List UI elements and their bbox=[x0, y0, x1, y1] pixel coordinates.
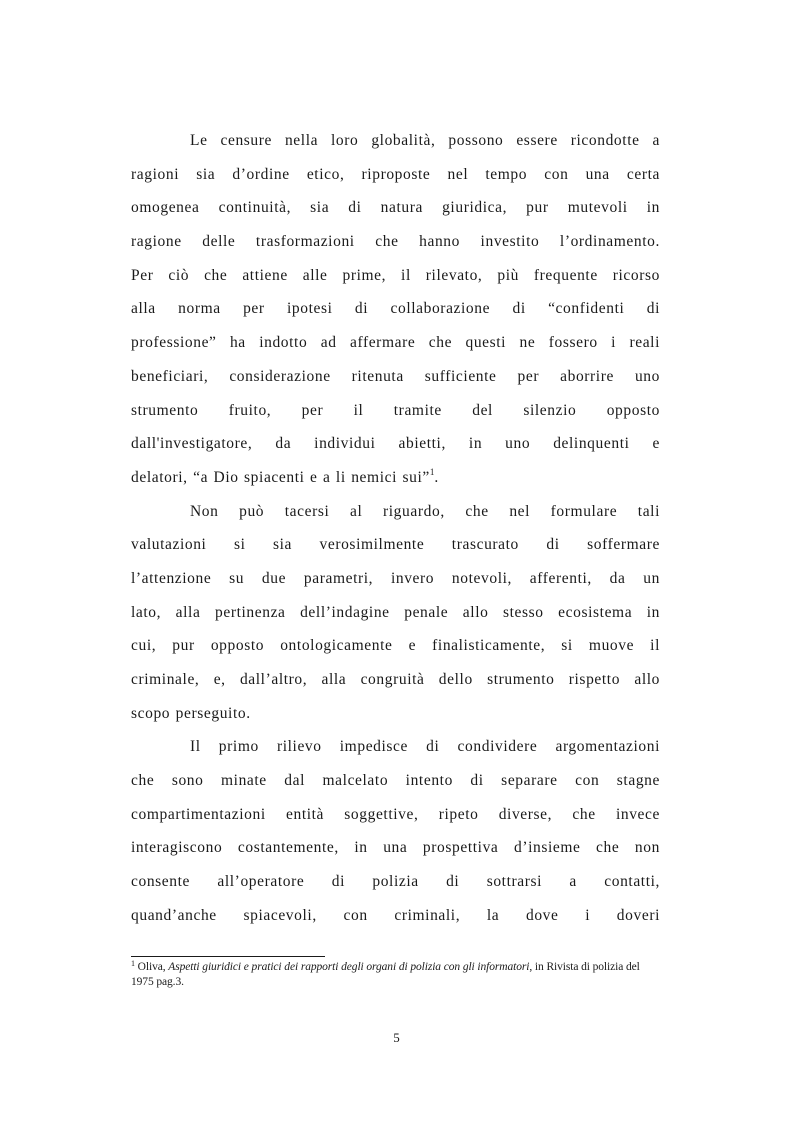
text-line: valutazioni si sia verosimilmente trascurato di soffermare bbox=[131, 536, 660, 554]
last-line-end: . bbox=[434, 468, 439, 486]
text-line: lato, alla pertinenza dell’indagine penale allo stesso ecosistema in bbox=[131, 603, 660, 621]
footnote-number: 1 bbox=[131, 959, 135, 968]
body-text bbox=[131, 124, 660, 933]
last-line-text: delatori, “a Dio spiacenti e a li nemici sui” bbox=[131, 468, 430, 486]
footnote bbox=[131, 960, 660, 990]
text-line: cui, pur opposto ontologicamente e finalisticamente, si muove il bbox=[131, 637, 660, 655]
paragraph-1 bbox=[131, 124, 660, 495]
text-line: scopo perseguito. bbox=[131, 704, 251, 722]
text-line: strumento fruito, per il tramite del silenzio opposto bbox=[131, 401, 660, 419]
paragraph-2 bbox=[131, 495, 660, 731]
text-line: ragione delle trasformazioni che hanno investito l’ordinamento. bbox=[131, 233, 660, 251]
paragraph-3 bbox=[131, 730, 660, 932]
text-line: beneficiari, considerazione ritenuta sufficiente per aborrire uno bbox=[131, 367, 660, 385]
text-line: ragioni sia d’ordine etico, riproposte nel tempo con una certa bbox=[131, 165, 660, 183]
footnote-reference[interactable]: 1 bbox=[429, 466, 435, 477]
text-line: Il primo rilievo impedisce di condividere argomentazioni bbox=[190, 738, 660, 756]
text-line: alla norma per ipotesi di collaborazione di “confidenti di bbox=[131, 300, 660, 318]
text-line: consente all’operatore di polizia di sottrarsi a contatti, bbox=[131, 873, 660, 891]
footnote-source: , in Rivista di polizia del 1975 pag.3. bbox=[131, 961, 640, 988]
footnote-separator bbox=[131, 956, 325, 957]
text-line: l’attenzione su due parametri, invero notevoli, afferenti, da un bbox=[131, 569, 660, 587]
text-line: criminale, e, dall’altro, alla congruità dello strumento rispetto allo bbox=[131, 671, 660, 688]
text-line: omogenea continuità, sia di natura giuridica, pur mutevoli in bbox=[131, 199, 660, 217]
footnote-title: Aspetti giuridici e pratici dei rapporti degli organi di polizia con gli informatori bbox=[168, 961, 530, 973]
text-line: compartimentazioni entità soggettive, ripeto diverse, che invece bbox=[131, 805, 660, 823]
text-line: Le censure nella loro globalità, possono essere ricondotte a bbox=[190, 132, 660, 149]
text-line: dall'investigatore, da individui abietti, in uno delinquenti e bbox=[131, 435, 660, 453]
text-line: Non può tacersi al riguardo, che nel formulare tali bbox=[190, 502, 660, 520]
text-line: quand’anche spiacevoli, con criminali, la dove i doveri bbox=[131, 906, 660, 924]
text-line: Per ciò che attiene alle prime, il rilevato, più frequente ricorso bbox=[131, 266, 660, 284]
text-line: che sono minate dal malcelato intento di separare con stagne bbox=[131, 772, 660, 790]
page-number: 5 bbox=[393, 1030, 400, 1045]
text-line bbox=[131, 461, 660, 495]
text-line: professione” ha indotto ad affermare che questi ne fossero i reali bbox=[131, 334, 660, 352]
footnote-author: Oliva, bbox=[134, 961, 169, 973]
text-line: interagiscono costantemente, in una prospettiva d’insieme che non bbox=[131, 839, 660, 857]
